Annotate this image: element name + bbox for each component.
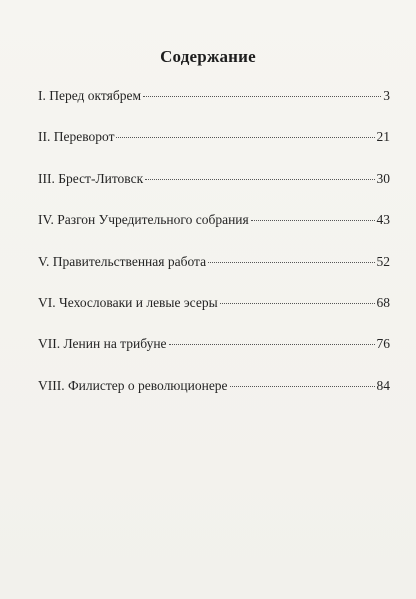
toc-entry-label: V. Правительственная работа <box>38 253 207 269</box>
toc-entry-page: 43 <box>376 212 390 228</box>
toc-entry-page: 76 <box>376 336 390 352</box>
toc-entry-page: 30 <box>376 170 390 186</box>
toc-entry-page: 21 <box>376 129 390 145</box>
toc-entry-label: VIII. Филистер о революционере <box>38 377 228 393</box>
toc-entry-page: 52 <box>376 253 390 269</box>
toc-entry <box>38 88 390 110</box>
toc-leader-dots <box>145 179 374 180</box>
toc-entry <box>38 129 390 151</box>
toc-list <box>38 88 390 419</box>
toc-leader-dots <box>251 220 375 221</box>
toc-entry <box>38 212 390 234</box>
toc-entry-page: 84 <box>376 377 390 393</box>
toc-entry-page: 3 <box>383 88 390 103</box>
toc-entry-label: II. Переворот <box>38 129 115 145</box>
toc-entry <box>38 295 390 317</box>
toc-entry-label: VI. Чехословаки и левые эсеры <box>38 294 218 310</box>
toc-entry <box>38 171 390 193</box>
toc-entry-label: III. Брест-Литовск <box>38 170 144 186</box>
toc-entry-label: IV. Разгон Учредительного собрания <box>38 212 249 228</box>
toc-leader-dots <box>116 137 374 138</box>
toc-leader-dots <box>208 262 374 263</box>
toc-leader-dots <box>169 344 375 345</box>
toc-title: Содержание <box>160 47 256 66</box>
toc-entry <box>38 336 390 358</box>
toc-entry-label: VII. Ленин на трибуне <box>38 336 167 352</box>
toc-entry <box>38 254 390 276</box>
toc-leader-dots <box>230 386 375 387</box>
toc-leader-dots <box>143 96 381 97</box>
toc-entry <box>38 378 390 400</box>
toc-entry-label: I. Перед октябрем <box>38 88 142 103</box>
toc-leader-dots <box>220 303 375 304</box>
toc-entry-page: 68 <box>376 294 390 310</box>
